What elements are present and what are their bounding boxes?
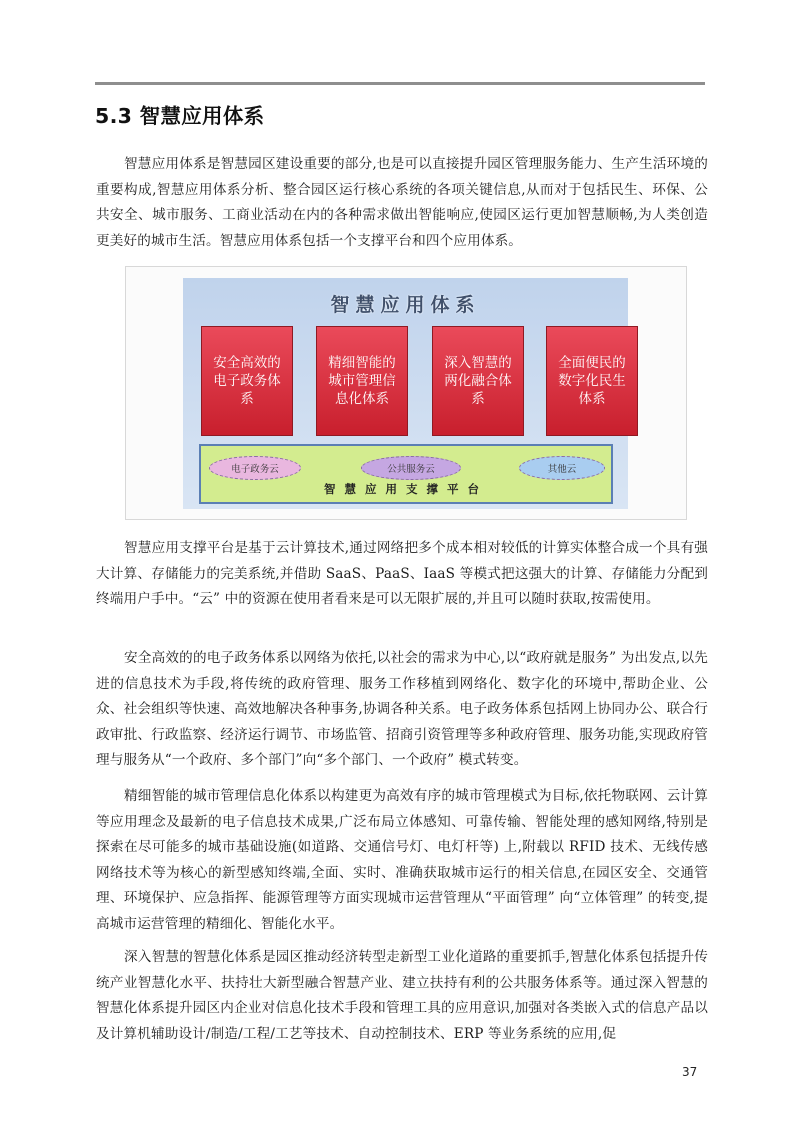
paragraph-egov: 安全高效的的电子政务体系以网络为依托,以社会的需求为中心,以“政府就是服务” 为出发点,以先进的信息技术为手段,将传统的政府管理、服务工作移植到网络化、数字化的环境中,帮助企业、公众、社会组织等快速、高效地解决各种事务,协调各种关系。电子政务体系包括网上协同办公、联合行政审批、行政监察、经济运行调节、市场监管、招商引资管理等多种政府管理、服务功能,实现政府管理与服务从“一个政府、多个部门”向“多个部门、一个政府” 模式转变。 [96,650,708,769]
header-rule [95,82,705,85]
cloud-other: 其他云 [519,456,605,480]
paragraph-urban: 精细智能的城市管理信息化体系以构建更为高效有序的城市管理模式为目标,依托物联网、云计算等应用理念及最新的电子信息技术成果,广泛布局立体感知、可靠传输、智能处理的感知网络,特别是探索在尽可能多的城市基础设施(如道路、交通信号灯、电灯杆等) 上,附载以 RFID 技术、无线传感网络技术等为核心的新型感知终端,全面、实时、准确获取城市运行的相关信息,在园区安全、交通管理、环境保护、应急指挥、能源管理等方面实现城市运营管理从“平面管理” 向“立体管理” 的转变,提高城市运营管理的精细化、智能化水平。 [96,788,708,932]
figure-box-label: 深入智慧的两化融合体系 [444,355,512,407]
figure-box-label: 全面便民的数字化民生体系 [558,355,626,407]
paragraph-platform: 智慧应用支撑平台是基于云计算技术,通过网络把多个成本相对较低的计算实体整合成一个具有强大计算、存储能力的完美系统,并借助 SaaS、PaaS、IaaS 等模式把这强大的计算、存储能力分配到终端用户手中。“云” 中的资源在使用者看来是可以无限扩展的,并且可以随时获取,按需使用。 [96,540,708,608]
paragraph-fusion: 深入智慧的智慧化体系是园区推动经济转型走新型工业化道路的重要抓手,智慧化体系包括提升传统产业智慧化水平、扶持壮大新型融合智慧产业、建立扶持有利的公共服务体系等。通过深入智慧的智慧化体系提升园区内企业对信息化技术手段和管理工具的应用意识,加强对各类嵌入式的信息产品以及计算机辅助设计/制造/工程/工艺等技术、自动控制技术、ERP 等业务系统的应用,促 [96,949,708,1042]
figure-box-label: 安全高效的电子政务体系 [213,355,281,407]
cloud-public-service: 公共服务云 [361,456,461,480]
cloud-egov: 电子政务云 [209,456,301,480]
figure-box-urban-management [316,326,408,436]
figure-title: 智慧应用体系 [330,294,481,316]
section-title: 5.3 智慧应用体系 [95,104,265,128]
figure-platform [199,444,613,504]
figure-box-livelihood [546,326,638,436]
figure-box-integration [432,326,524,436]
figure-box-label: 精细智能的城市管理信息化体系 [328,355,396,407]
figure-panel [183,278,628,509]
paragraph-intro: 智慧应用体系是智慧园区建设重要的部分,也是可以直接提升园区管理服务能力、生产生活环境的重要构成,智慧应用体系分析、整合园区运行核心系统的各项关键信息,从而对于包括民生、环保、公共安全、城市服务、工商业活动在内的各种需求做出智能响应,使园区运行更加智慧顺畅,为人类创造更美好的城市生活。智慧应用体系包括一个支撑平台和四个应用体系。 [96,156,708,249]
platform-label: 智慧应用支撑平台 [324,482,488,496]
page-number: 37 [682,1065,698,1079]
architecture-figure [125,266,687,520]
figure-box-egov [201,326,293,436]
